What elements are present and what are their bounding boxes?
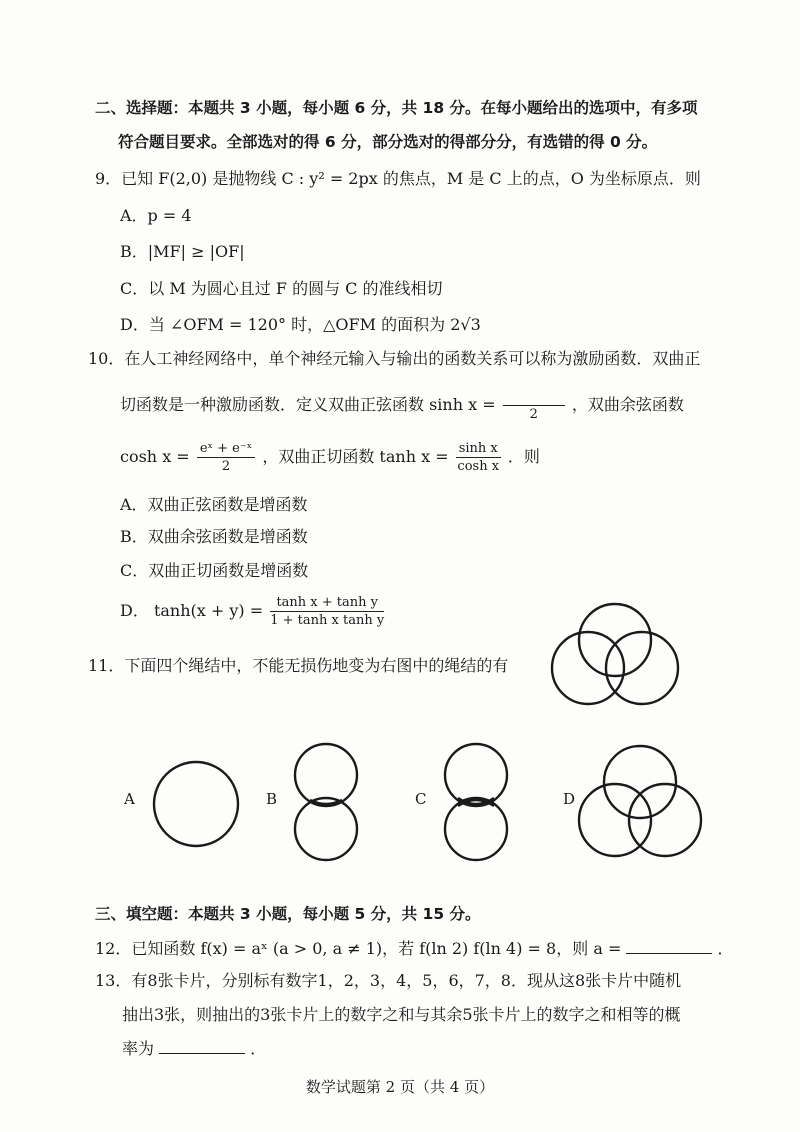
tanh-sum-numerator: tanh x + tanh y (270, 594, 384, 612)
section2-heading-line2: 符合题目要求。全部选对的得 6 分，部分选对的得部分分，有选错的得 0 分。 (118, 133, 658, 151)
sinh-denominator: 2 (529, 407, 538, 422)
section2-heading-line1: 二、选择题：本题共 3 小题，每小题 6 分，共 18 分。在每小题给出的选项中，有多项 (95, 99, 698, 117)
q10-option-d-prefix: D． (120, 601, 149, 620)
knot-label-d: D (563, 790, 576, 808)
knot-label-a: A (124, 790, 135, 808)
q10-line2-tail: ，双曲余弦函数 (571, 395, 684, 414)
q12-text: 12．已知函数 f(x) = aˣ (a > 0, a ≠ 1)，若 f(ln 2) f(ln 4) = 8，则 a = (95, 939, 622, 958)
q13-line3 (122, 1036, 266, 1059)
knot-c-figure (440, 742, 512, 862)
sinh-fraction (503, 388, 565, 423)
trefoil-knot-figure (540, 600, 690, 710)
q10-line3-text: ，双曲正切函数 tanh x = (262, 447, 449, 466)
q13-line2: 抽出3张，则抽出的3张卡片上的数字之和与其余5张卡片上的数字之和相等的概 (122, 1005, 681, 1024)
q10-line3 (120, 440, 540, 475)
q13-line1: 13．有8张卡片，分别标有数字1，2，3，4，5，6，7，8．现从这8张卡片中随机 (95, 971, 682, 990)
tanh-numerator: sinh x (456, 440, 501, 458)
q13-answer-blank[interactable] (159, 1053, 245, 1054)
q9-option-b: B．|MF| ≥ |OF| (120, 242, 245, 261)
cosh-numerator: eˣ + e⁻ˣ (197, 440, 255, 458)
q9-option-a: A．p = 4 (120, 206, 192, 225)
q12-tail: ． (717, 939, 734, 958)
knot-a-figure (150, 758, 242, 850)
q9-stem: 9．已知 F(2,0) 是抛物线 C : y² = 2px 的焦点，M 是 C 上的点，O 为坐标原点．则 (95, 169, 701, 188)
q10-line2-text: 切函数是一种激励函数．定义双曲正弦函数 sinh x = (120, 395, 496, 414)
tanh-fraction (456, 440, 501, 475)
q9-option-c: C．以 M 为圆心且过 F 的圆与 C 的准线相切 (120, 279, 443, 298)
q13-text: 率为 (122, 1039, 155, 1058)
knot-d-figure (575, 742, 705, 862)
q12-stem (95, 936, 734, 959)
tanh-denominator: cosh x (457, 459, 500, 474)
cosh-denominator: 2 (221, 459, 231, 474)
q10-option-d (120, 594, 386, 629)
page-footer: 数学试题第 2 页（共 4 页） (305, 1078, 495, 1096)
knot-b-figure (290, 742, 362, 862)
q10-option-c: C．双曲正切函数是增函数 (120, 561, 309, 580)
q10-option-b: B．双曲余弦函数是增函数 (120, 527, 308, 546)
tanh-sum-lhs: tanh(x + y) = (153, 601, 264, 620)
cosh-lhs: cosh x = (120, 447, 190, 466)
cosh-fraction (197, 440, 255, 475)
q12-answer-blank[interactable] (626, 953, 712, 954)
tanh-sum-denominator: 1 + tanh x tanh y (270, 613, 385, 628)
q11-stem: 11．下面四个绳结中，不能无损伤地变为右图中的绳结的有 (88, 656, 509, 675)
q9-option-d: D．当 ∠OFM = 120° 时，△OFM 的面积为 2√3 (120, 315, 481, 334)
q10-option-a: A．双曲正弦函数是增函数 (120, 495, 308, 514)
q13-tail: ． (250, 1039, 267, 1058)
knot-label-c: C (415, 790, 427, 808)
knot-label-b: B (266, 790, 278, 808)
section3-heading: 三、填空题：本题共 3 小题，每小题 5 分，共 15 分。 (95, 905, 481, 923)
q10-line2 (120, 388, 684, 423)
q10-line3-tail: ．则 (507, 447, 540, 466)
tanh-sum-fraction (270, 594, 384, 629)
q10-line1: 10．在人工神经网络中，单个神经元输入与输出的函数关系可以称为激励函数．双曲正 (88, 349, 701, 368)
